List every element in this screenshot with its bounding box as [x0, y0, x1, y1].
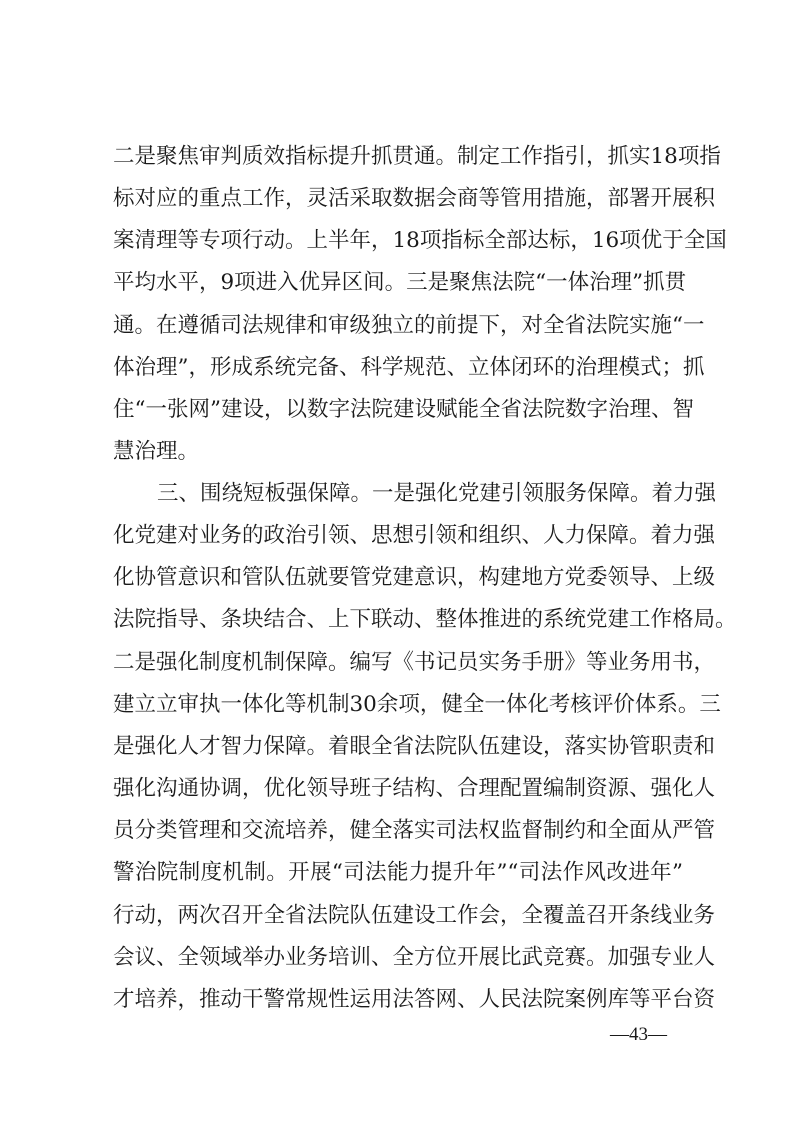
text-line: 平均水平，9项进入优异区间。三是聚焦法院“一体治理”抓贯 — [113, 270, 687, 295]
text-line: 行动，两次召开全省法院队伍建设工作会，全覆盖召开条线业务 — [113, 903, 716, 928]
text-line: 警治院制度机制。开展“司法能力提升年”“司法作风改进年” — [113, 860, 683, 885]
text-line: 法院指导、条块结合、上下联动、整体推进的系统党建工作格局。 — [113, 607, 737, 632]
section-heading-line: 三、围绕短板强保障。一是强化党建引领服务保障。着力强 — [157, 481, 717, 506]
text-line: 会议、全领域举办业务培训、全方位开展比武竞赛。加强专业人 — [113, 945, 716, 970]
text-line: 通。在遵循司法规律和审级独立的前提下，对全省法院实施“一 — [113, 313, 705, 338]
text-line: 体治理”，形成系统完备、科学规范、立体闭环的治理模式；抓 — [113, 355, 705, 380]
text-line: 慧治理。 — [113, 439, 200, 464]
text-line: 化党建对业务的政治引领、思想引领和组织、人力保障。着力强 — [113, 523, 716, 548]
text-line: 建立立审执一体化等机制30余项，健全一体化考核评价体系。三 — [113, 692, 721, 717]
text-line: 二是强化制度机制保障。编写《书记员实务手册》等业务用书， — [113, 650, 716, 675]
text-line: 住“一张网”建设，以数字法院建设赋能全省法院数字治理、智 — [113, 397, 694, 422]
text-line: 二是聚焦审判质效指标提升抓贯通。制定工作指引，抓实18项指 — [113, 144, 721, 169]
text-line: 化协管意识和管队伍就要管党建意识，构建地方党委领导、上级 — [113, 565, 716, 590]
page-number: —43— — [610, 1024, 667, 1045]
text-line: 员分类管理和交流培养，健全落实司法权监督制约和全面从严管 — [113, 818, 716, 843]
text-line: 才培养，推动干警常规性运用法答网、人民法院案例库等平台资 — [113, 987, 716, 1012]
text-line: 强化沟通协调，优化领导班子结构、合理配置编制资源、强化人 — [113, 776, 716, 801]
text-line: 是强化人才智力保障。着眼全省法院队伍建设，落实协管职责和 — [113, 734, 716, 759]
text-line: 标对应的重点工作，灵活采取数据会商等管用措施，部署开展积 — [113, 186, 716, 211]
text-line: 案清理等专项行动。上半年，18项指标全部达标，16项优于全国 — [113, 228, 727, 253]
